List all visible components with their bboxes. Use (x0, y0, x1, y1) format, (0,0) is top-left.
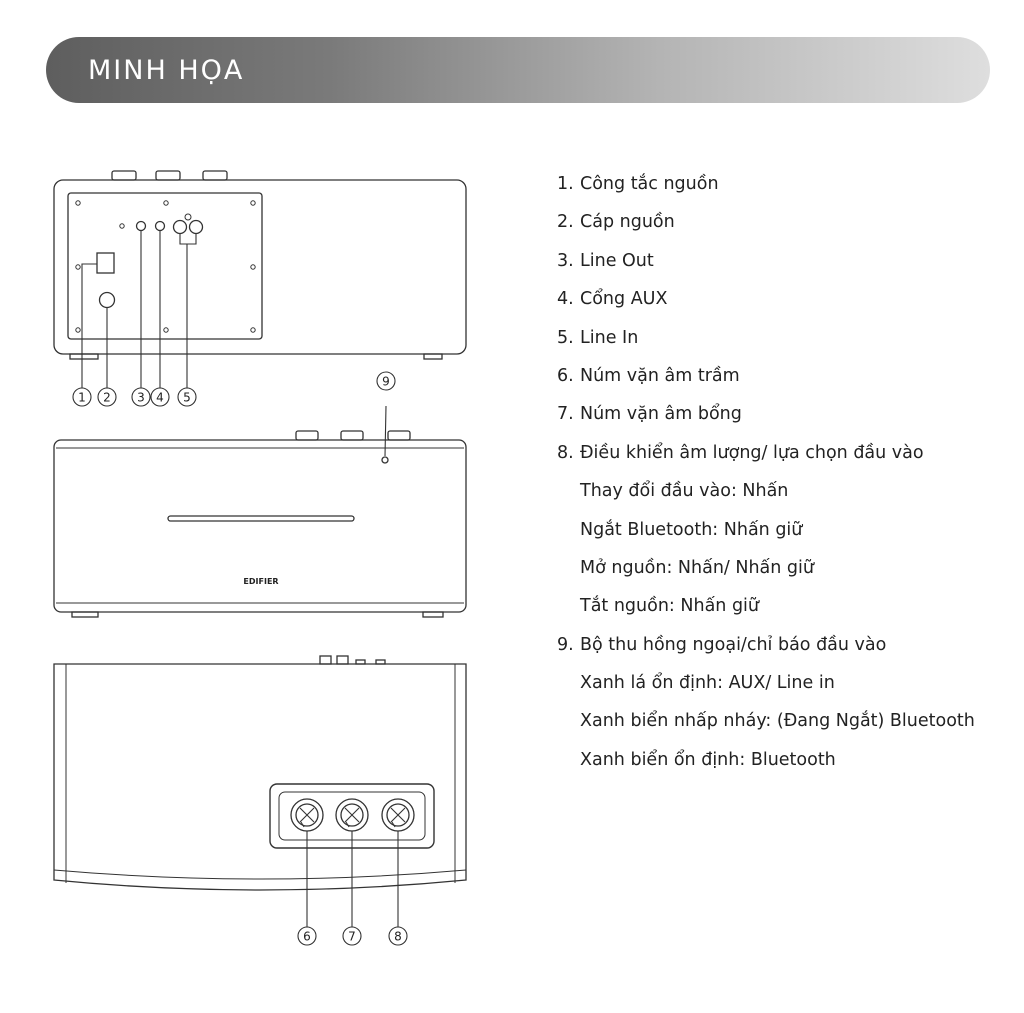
legend-subitem: Xanh biển nhấp nháy: (Đang Ngắt) Bluetooth (580, 711, 975, 732)
rear-top-knob (156, 171, 180, 180)
callout-label: 7 (348, 929, 356, 944)
legend-subitem: Thay đổi đầu vào: Nhấn (580, 481, 789, 502)
front-body (54, 440, 466, 612)
legend-subitem: Mở nguồn: Nhấn/ Nhấn giữ (580, 557, 814, 578)
legend-item: 5. Line In (557, 327, 639, 348)
power-socket (100, 293, 115, 308)
ir-receiver (382, 457, 388, 463)
legend-item: 8. Điều khiển âm lượng/ lựa chọn đầu vào (557, 442, 924, 463)
legend-item: 2. Cáp nguồn (557, 212, 675, 233)
callout-label: 6 (303, 929, 311, 944)
brand-logo: EDIFIER (243, 577, 279, 586)
callout-label: 9 (382, 374, 390, 389)
front-top-knob (341, 431, 363, 440)
line-in-jack-right (190, 221, 203, 234)
callout-label: 1 (78, 390, 86, 405)
side-top-knob (320, 656, 331, 664)
treble-knob (336, 799, 368, 831)
legend-subitem: Ngắt Bluetooth: Nhấn giữ (580, 519, 803, 540)
rear-top-knob (112, 171, 136, 180)
callout-label: 2 (103, 390, 111, 405)
front-top-knob (388, 431, 410, 440)
callout-label: 8 (394, 929, 402, 944)
front-light-bar (168, 516, 354, 521)
page-title: MINH HỌA (88, 55, 245, 86)
rear-top-knob (203, 171, 227, 180)
callout-label: 5 (183, 390, 191, 405)
callout-label: 4 (156, 390, 164, 405)
front-foot (423, 612, 443, 617)
side-view (54, 656, 466, 927)
legend-item: 6. Núm vặn âm trầm (557, 365, 740, 386)
aux-jack (156, 222, 165, 231)
rear-body (54, 180, 466, 354)
legend-subitem: Tắt nguồn: Nhấn giữ (580, 596, 760, 617)
rear-foot (424, 354, 442, 359)
line-in-jack-left (174, 221, 187, 234)
front-foot (72, 612, 98, 617)
front-top-knob (296, 431, 318, 440)
power-switch (97, 253, 114, 273)
legend-item: 3. Line Out (557, 250, 654, 271)
legend-item: 7. Núm vặn âm bổng (557, 404, 742, 425)
volume-knob (382, 799, 414, 831)
legend-item: 1. Công tắc nguồn (557, 174, 719, 194)
legend-item: 4. Cổng AUX (557, 289, 668, 310)
callout-label: 3 (137, 390, 145, 405)
legend-item: 9. Bộ thu hồng ngoại/chỉ báo đầu vào (557, 634, 887, 655)
legend-subitem: Xanh lá ổn định: AUX/ Line in (580, 673, 835, 694)
bass-knob (291, 799, 323, 831)
side-top-knob (337, 656, 348, 664)
legend-subitem: Xanh biển ổn định: Bluetooth (580, 749, 836, 770)
legend-list (557, 168, 975, 782)
front-view (54, 406, 466, 617)
rear-foot (70, 354, 98, 359)
side-body (54, 664, 466, 890)
rear-view (54, 171, 466, 388)
line-out-jack (137, 222, 146, 231)
